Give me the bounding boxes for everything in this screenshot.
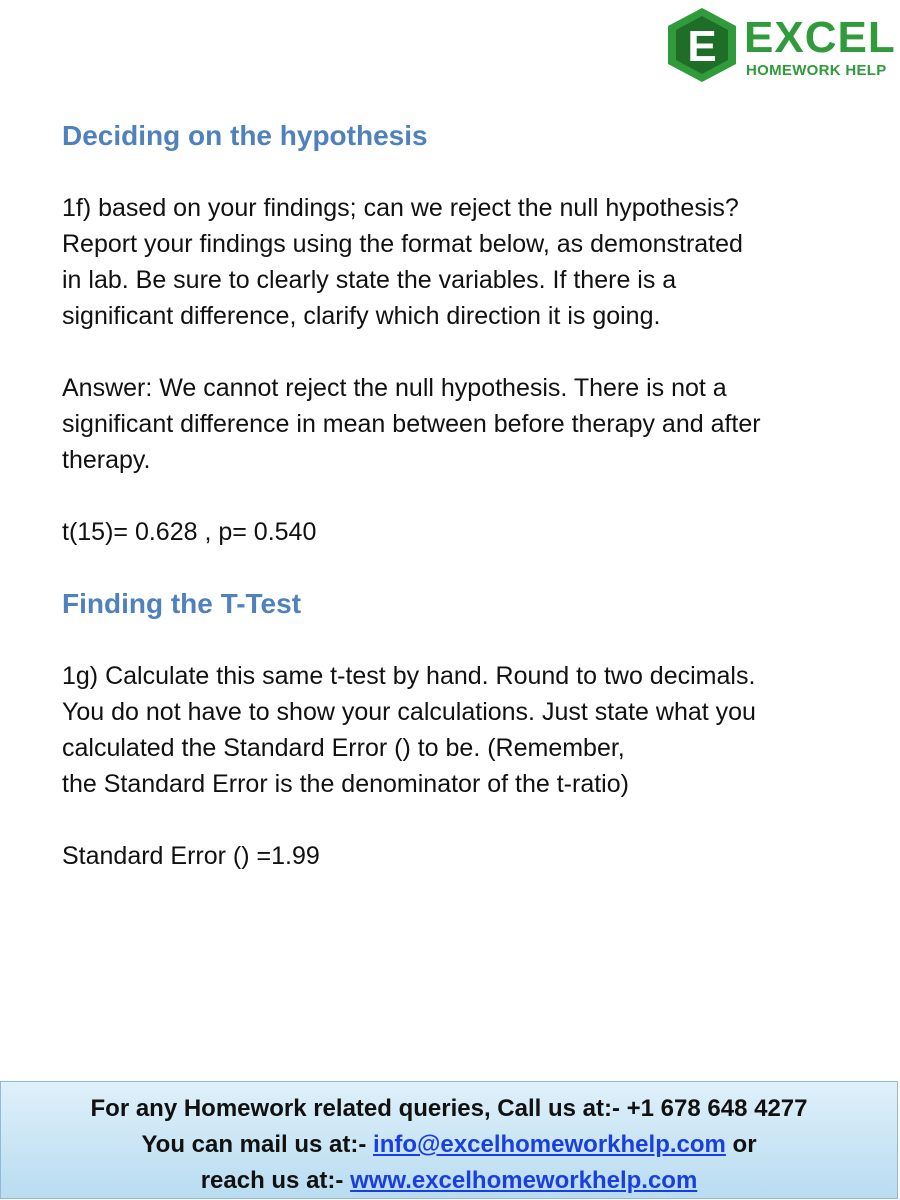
footer-email-suffix: or [725, 1131, 757, 1158]
footer-email-prefix: You can mail us at:- [141, 1131, 374, 1158]
footer-email-line [1, 1127, 897, 1163]
section-heading-t-test: Finding the T-Test [62, 588, 302, 619]
answer-1f: Answer: We cannot reject the null hypothesis. There is not a significant difference in mean between before therapy and after therapy. [62, 374, 761, 474]
logo-word: EXCEL [744, 13, 896, 62]
email-link[interactable]: info@excelhomeworkhelp.com [373, 1131, 726, 1158]
logo-letter: E [687, 22, 717, 71]
logo-hexagon-icon [662, 6, 742, 84]
t-test-result: t(15)= 0.628 , p= 0.540 [62, 518, 317, 546]
contact-footer [0, 1081, 898, 1199]
question-1f: 1f) based on your findings; can we reject the null hypothesis? Report your findings using the format below, as demonstrated in lab. Be sure to clearly state the variables. If there is a significant difference, clarify which direction it is going. [62, 194, 743, 330]
main-content [62, 118, 862, 874]
footer-website-prefix: reach us at:- [200, 1167, 351, 1194]
standard-error-result: Standard Error () =1.99 [62, 842, 320, 870]
website-link[interactable]: www.excelhomeworkhelp.com [350, 1167, 698, 1194]
section-heading-hypothesis: Deciding on the hypothesis [62, 120, 428, 151]
logo [662, 6, 894, 84]
logo-subtitle: HOMEWORK HELP [746, 62, 887, 79]
question-1g: 1g) Calculate this same t-test by hand. Round to two decimals. You do not have to show your calculations. Just state what you calculated the Standard Error () to be. (Remember, the Standard Error is the denominator of the t-ratio) [62, 662, 756, 798]
footer-website-line [1, 1163, 897, 1199]
footer-phone-line: For any Homework related queries, Call us at:- +1 678 648 4277 [90, 1095, 808, 1122]
